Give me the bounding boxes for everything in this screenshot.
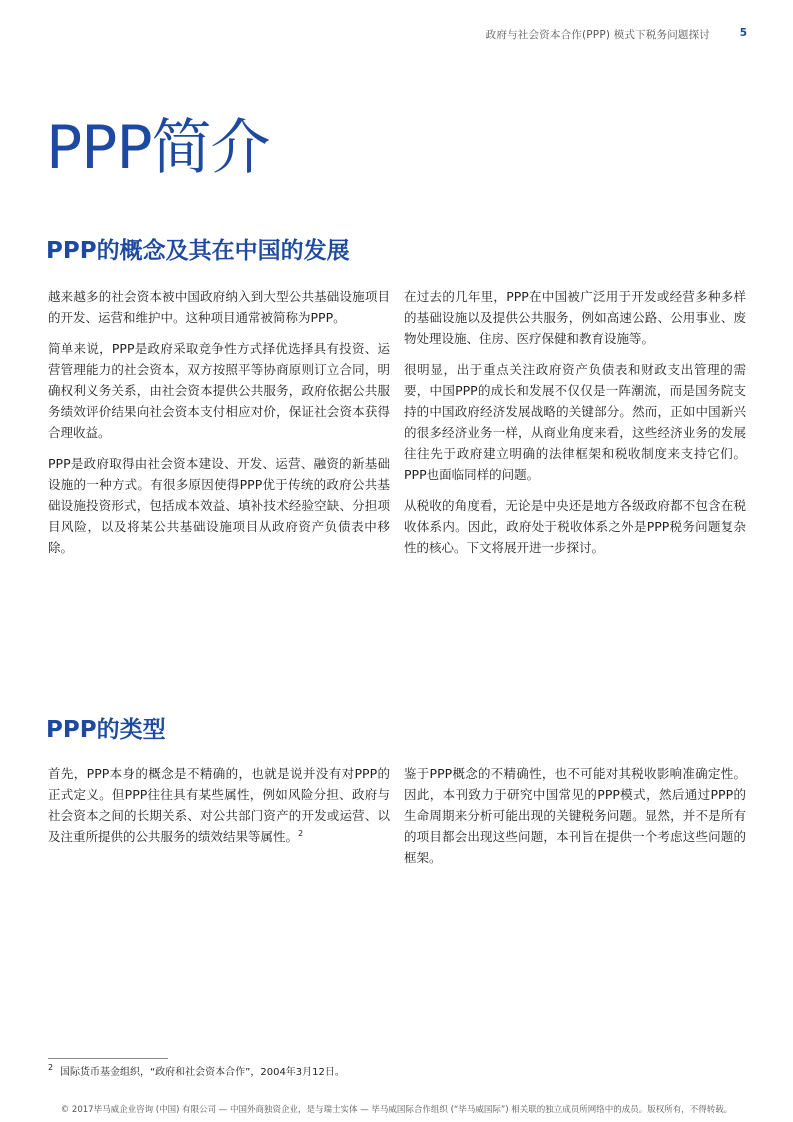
paragraph: 很明显，出于重点关注政府资产负债表和财政支出管理的需要，中国PPP的成长和发展不仅仅是一阵潮流，而是国务院支持的中国政府经济发展战略的关键部分。然而，正如中国新兴的很多经济业务一样，从商业角度来看，这些经济业务的发展往往先于政府建立明确的法律框架和税收制度来支持它们。PPP也面临同样的问题。 [404, 362, 746, 482]
footnote-number: 2 [48, 1063, 54, 1072]
section2-left-column [48, 763, 390, 857]
footnote [48, 1063, 345, 1078]
section1-right-column [404, 286, 746, 568]
footnote-reference[interactable]: 2 [298, 828, 304, 838]
section2-right-column [404, 763, 746, 878]
running-header-title: 政府与社会资本合作(PPP) 模式下税务问题探讨 [485, 29, 710, 41]
paragraph: 鉴于PPP概念的不精确性，也不可能对其税收影响准确定性。因此，本刊致力于研究中国常见的PPP模式，然后通过PPP的生命周期来分析可能出现的关键税务问题。显然，并不是所有的项目都会出现这些问题，本刊旨在提供一个考虑这些问题的框架。 [404, 766, 746, 865]
page-title: PPP简介 [46, 113, 270, 183]
section-heading-concept: PPP的概念及其在中国的发展 [46, 238, 350, 264]
footnote-text: 国际货币基金组织，“政府和社会资本合作”，2004年3月12日。 [60, 1067, 345, 1078]
paragraph: 在过去的几年里，PPP在中国被广泛用于开发或经营多种多样的基础设施以及提供公共服务，例如高速公路、公用事业、废物处理设施、住房、医疗保健和教育设施等。 [404, 289, 746, 346]
section-heading-types: PPP的类型 [46, 717, 166, 743]
paragraph: 越来越多的社会资本被中国政府纳入到大型公共基础设施项目的开发、运营和维护中。这种项目通常被简称为PPP。 [48, 289, 390, 325]
paragraph-text: 首先，PPP本身的概念是不精确的，也就是说并没有对PPP的正式定义。但PPP往往具有某些属性，例如风险分担、政府与社会资本之间的长期关系、对公共部门资产的开发或运营、以及注重所提供的公共服务的绩效结果等属性。 [48, 766, 390, 844]
paragraph: 简单来说，PPP是政府采取竞争性方式择优选择具有投资、运营管理能力的社会资本，双方按照平等协商原则订立合同，明确权利义务关系，由社会资本提供公共服务，政府依据公共服务绩效评价结果向社会资本支付相应对价，保证社会资本获得合理收益。 [48, 341, 390, 440]
section1-left-column [48, 286, 390, 568]
page-number: 5 [739, 27, 747, 39]
paragraph: 从税收的角度看，无论是中央还是地方各级政府都不包含在税收体系内。因此，政府处于税收体系之外是PPP税务问题复杂性的核心。下文将展开进一步探讨。 [404, 498, 746, 555]
footnote-divider [48, 1058, 168, 1059]
paragraph: PPP是政府取得由社会资本建设、开发、运营、融资的新基础设施的一种方式。有很多原因使得PPP优于传统的政府公共基础设施投资形式，包括成本效益、填补技术经验空缺、分担项目风险，以及将某公共基础设施项目从政府资产负债表中移除。 [48, 456, 390, 555]
paragraph [48, 763, 390, 847]
copyright-footer: © 2017毕马威企业咨询 (中国) 有限公司 — 中国外商独资企业，是与瑞士实体 — 毕马威国际合作组织 (“毕马威国际”) 相关联的独立成员所网络中的成员。版权所有，不得转载。 [60, 1105, 733, 1115]
